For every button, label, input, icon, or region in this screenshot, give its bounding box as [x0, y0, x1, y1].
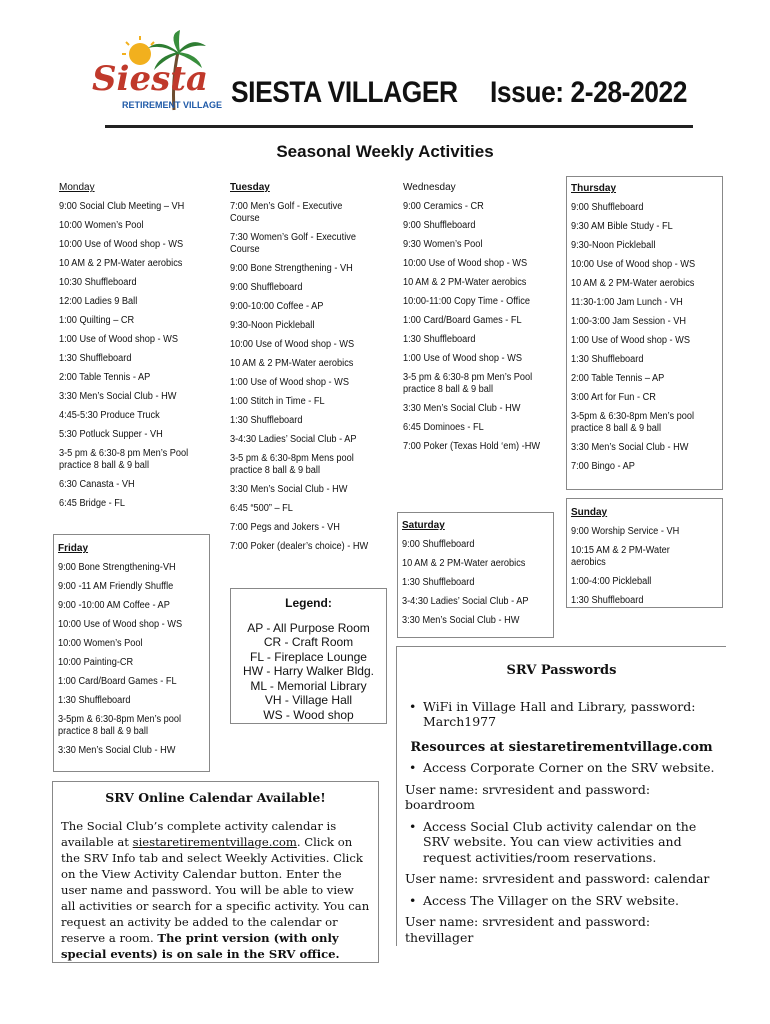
activity-item: 1:00 Card/Board Games - FL [58, 676, 177, 687]
activity-item: 10 AM & 2 PM-Water aerobics [59, 258, 183, 269]
activity-item: 3-5pm & 6:30-8pm Men’s pool practice 8 ball & 9 ball [58, 714, 182, 737]
tuesday-column [226, 176, 389, 559]
villager-item: • Access The Villager on the SRV website. [423, 893, 718, 909]
monday-column [55, 176, 208, 528]
activity-item: 3-5 pm & 6:30-8 pm Men’s Pool practice 8 ball & 9 ball [403, 372, 533, 395]
activity-item: 7:00 Poker (Texas Hold ‘em) -HW [403, 441, 541, 452]
activity-item: 10:00 Women’s Pool [59, 220, 144, 231]
activity-item: 11:30-1:00 Jam Lunch - VH [571, 297, 683, 308]
legend-item: HW - Harry Walker Bldg. [243, 664, 374, 678]
activity-item: 9:00 Shuffleboard [403, 220, 476, 231]
activity-item: 9:00 Shuffleboard [571, 202, 644, 213]
activity-item: 3:30 Men’s Social Club - HW [230, 484, 348, 495]
legend-box [230, 588, 387, 724]
calendar-title: SRV Online Calendar Available! [105, 790, 326, 805]
page-subtitle: Seasonal Weekly Activities [276, 142, 494, 161]
activity-item: 1:00 Stitch in Time - FL [230, 396, 325, 407]
passwords-box [396, 646, 726, 946]
monday-header: Monday [59, 182, 95, 193]
thursday-box [566, 176, 723, 490]
activity-item: 3:30 Men’s Social Club - HW [402, 615, 520, 626]
activity-item: 9:30 Women’s Pool [403, 239, 483, 250]
activity-item: 7:30 Women’s Golf - Executive Course [230, 232, 356, 255]
activity-item: 4:45-5:30 Produce Truck [59, 410, 160, 421]
activity-item: 10:00 Painting-CR [58, 657, 134, 668]
activity-item: 3-5 pm & 6:30-8pm Mens pool practice 8 ball & 9 ball [230, 453, 354, 476]
activity-item: 10 AM & 2 PM-Water aerobics [230, 358, 354, 369]
activity-item: 1:30 Shuffleboard [571, 595, 644, 606]
activity-item: 2:00 Table Tennis - AP [59, 372, 151, 383]
activity-item: 10:30 Shuffleboard [59, 277, 137, 288]
activity-item: 1:00-3:00 Jam Session - VH [571, 316, 687, 327]
wednesday-column [399, 176, 567, 459]
activity-item: 3:30 Men’s Social Club - HW [59, 391, 177, 402]
sunday-header: Sunday [571, 507, 608, 518]
activity-item: 3-5 pm & 6:30-8 pm Men’s Pool practice 8 ball & 9 ball [59, 448, 189, 471]
sunday-box [566, 498, 723, 608]
activity-item: 9:00-10:00 Coffee - AP [230, 301, 324, 312]
print-version-note: The print version (with only special events) is on sale in the SRV office. [61, 931, 340, 961]
activity-item: 9:00 Shuffleboard [402, 539, 475, 550]
activity-item: 7:00 Men’s Golf - Executive Course [230, 201, 343, 224]
legend-item: AP - All Purpose Room [247, 620, 370, 635]
activity-item: 12:00 Ladies 9 Ball [59, 296, 138, 307]
villager-login: User name: srvresident and password: thevillager [405, 914, 651, 945]
legend-item: VH - Village Hall [264, 693, 353, 707]
activity-item: 10 AM & 2 PM-Water aerobics [571, 278, 695, 289]
activity-item: 1:30 Shuffleboard [58, 695, 131, 706]
activity-item: 9:00 Social Club Meeting – VH [59, 201, 185, 212]
activity-item: 9:00 Bone Strengthening-VH [58, 562, 176, 573]
activity-item: 3-5pm & 6:30-8pm Men’s pool practice 8 ball & 9 ball [571, 411, 695, 434]
website-link[interactable]: siestaretirementvillage.com [132, 835, 297, 849]
activity-item: 3:30 Men’s Social Club - HW [403, 403, 521, 414]
activity-item: 1:00 Use of Wood shop - WS [230, 377, 349, 388]
passwords-title: SRV Passwords [506, 663, 617, 678]
saturday-box [397, 512, 554, 638]
activity-item: 3:30 Men’s Social Club - HW [571, 442, 689, 453]
legend-title: Legend: [285, 596, 332, 610]
activity-item: 9:00 Worship Service - VH [571, 526, 680, 537]
activity-item: 5:30 Potluck Supper - VH [59, 429, 163, 440]
activity-item: 9:00 Bone Strengthening - VH [230, 263, 353, 274]
svg-text:RETIREMENT VILLAGE: RETIREMENT VILLAGE [122, 100, 223, 110]
activity-item: 1:30 Shuffleboard [571, 354, 644, 365]
newsletter-title: SIESTA VILLAGER [231, 76, 458, 109]
activity-item: 1:30 Shuffleboard [402, 577, 475, 588]
issue-date: Issue: 2-28-2022 [490, 76, 687, 109]
legend-item: FL - Fireplace Lounge [250, 649, 367, 664]
activity-item: 3-4:30 Ladies’ Social Club - AP [402, 596, 529, 607]
thursday-header: Thursday [571, 183, 617, 194]
activity-item: 1:00 Use of Wood shop - WS [571, 335, 690, 346]
activity-item: 10:00 Use of Wood shop - WS [59, 239, 184, 250]
activity-item: 6:45 Dominoes - FL [403, 422, 484, 433]
social-item: • Access Social Club activity calendar on the SRV website. You can view activities and request activities/room reservations. [423, 819, 718, 866]
activity-item: 7:00 Pegs and Jokers - VH [230, 522, 340, 533]
activity-item: 10:00 Use of Wood shop - WS [58, 619, 183, 630]
activity-item: 9:00 Shuffleboard [230, 282, 303, 293]
activity-item: 1:00 Use of Wood shop - WS [59, 334, 178, 345]
activity-item: 1:30 Shuffleboard [403, 334, 476, 345]
online-calendar-box [52, 781, 379, 963]
wifi-item: • WiFi in Village Hall and Library, password: March1977 [423, 699, 718, 730]
activity-item: 1:00 Quilting – CR [59, 315, 135, 326]
siesta-logo [88, 30, 223, 115]
activity-item: 10:00 Use of Wood shop - WS [571, 259, 696, 270]
activity-item: 3-4:30 Ladies’ Social Club - AP [230, 434, 357, 445]
corporate-item: • Access Corporate Corner on the SRV website. [423, 760, 718, 776]
legend-item: WS - Wood shop [263, 707, 354, 722]
activity-item: 9:30 AM Bible Study - FL [571, 221, 673, 232]
activity-item: 10:15 AM & 2 PM-Water aerobics [571, 545, 670, 568]
svg-text:Siesta: Siesta [92, 59, 208, 99]
activity-item: 2:00 Table Tennis – AP [571, 373, 665, 384]
legend-item: ML - Memorial Library [250, 678, 367, 693]
activity-item: 10:00 Use of Wood shop - WS [403, 258, 528, 269]
activity-item: 10:00 Women’s Pool [58, 638, 143, 649]
activity-item: 1:30 Shuffleboard [230, 415, 303, 426]
activity-item: 10:00 Use of Wood shop - WS [230, 339, 355, 350]
activity-item: 1:00 Use of Wood shop - WS [403, 353, 522, 364]
activity-item: 10 AM & 2 PM-Water aerobics [403, 277, 527, 288]
activity-item: 9:00 -11 AM Friendly Shuffle [58, 581, 174, 592]
activity-item: 1:00 Card/Board Games - FL [403, 315, 522, 326]
social-login: User name: srvresident and password: calendar [405, 871, 710, 886]
activity-item: 1:30 Shuffleboard [59, 353, 132, 364]
activity-item: 1:00-4:00 Pickleball [571, 576, 652, 587]
saturday-header: Saturday [402, 520, 445, 531]
activity-item: 3:00 Art for Fun - CR [571, 392, 656, 403]
activity-item: 7:00 Bingo - AP [571, 461, 635, 472]
activity-item: 7:00 Poker (dealer’s choice) - HW [230, 541, 369, 552]
legend-item: CR - Craft Room [263, 635, 354, 649]
header-divider [105, 125, 693, 128]
activity-item: 6:45 Bridge - FL [59, 498, 125, 509]
activity-item: 3:30 Men’s Social Club - HW [58, 745, 176, 756]
activity-item: 6:30 Canasta - VH [59, 479, 135, 490]
resources-title: Resources at siestaretirementvillage.com [410, 739, 713, 755]
tuesday-header: Tuesday [230, 182, 270, 193]
activity-item: 10 AM & 2 PM-Water aerobics [402, 558, 526, 569]
corporate-login: User name: srvresident and password: boardroom [405, 781, 651, 812]
activity-item: 9:30-Noon Pickleball [571, 240, 656, 251]
activity-item: 9:30-Noon Pickleball [230, 320, 315, 331]
friday-box [53, 534, 210, 772]
friday-header: Friday [58, 543, 89, 554]
activity-item: 9:00 -10:00 AM Coffee - AP [58, 600, 170, 611]
activity-item: 9:00 Ceramics - CR [403, 201, 484, 212]
wednesday-header: Wednesday [403, 182, 456, 193]
activity-item: 10:00-11:00 Copy Time - Office [403, 296, 531, 307]
calendar-body: The Social Club’s complete activity calendar is available at siestaretirementvillage.com. Click on the SRV Info tab and select Weekly Activities. Click on the View Activity Calendar button. Enter the user name and password. You will be able to view all activities or search for a specific activity. You can request an activity be added to the calendar or reserve a room. The print version (with only special events) is on sale in the SRV office. [61, 819, 370, 961]
activity-item: 6:45 “500” – FL [230, 503, 293, 514]
